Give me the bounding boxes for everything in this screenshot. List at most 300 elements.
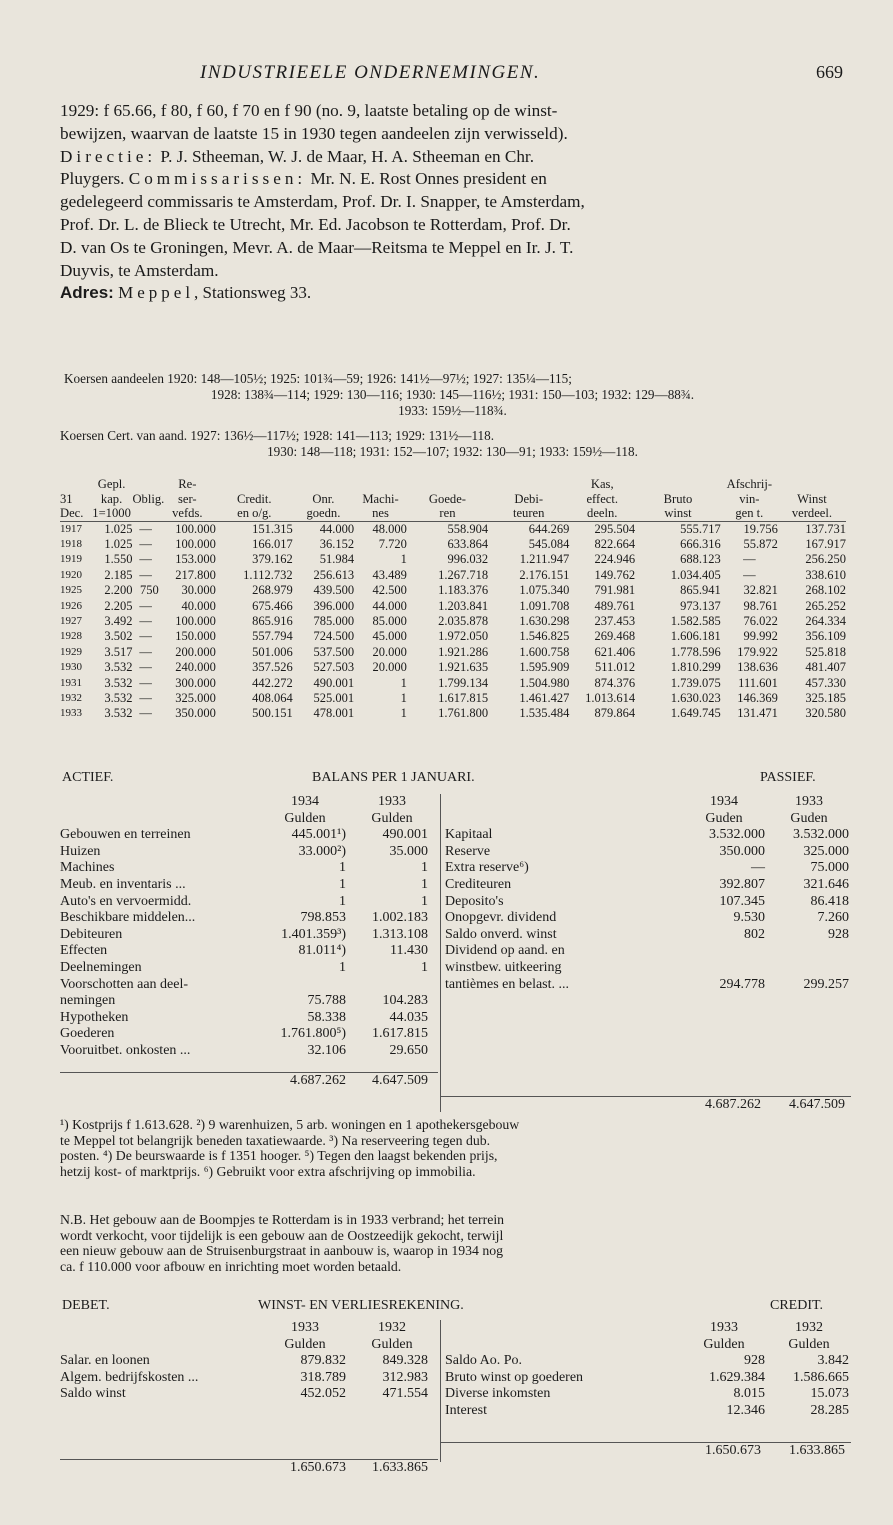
stats-header-cell: Bruto	[663, 491, 693, 506]
commissarissen-label: Commissarissen:	[128, 169, 307, 189]
ledger-label: Beschikbare middelen...	[60, 910, 196, 926]
ledger-row	[60, 977, 438, 994]
stats-header-cell: Gepl.	[97, 477, 126, 491]
ledger-label: Vooruitbet. onkosten ...	[60, 1042, 191, 1058]
stats-cell: —	[139, 567, 152, 582]
stats-row	[60, 660, 846, 675]
stats-cell: 179.922	[737, 644, 778, 659]
stats-cell: 537.500	[313, 644, 355, 659]
stats-cell: 338.610	[805, 567, 846, 582]
ledger-value: 3.532.000	[793, 827, 849, 843]
stats-cell: 20.000	[372, 644, 407, 659]
address-label: Adres:	[60, 283, 114, 303]
stats-cell: 356.109	[805, 629, 846, 644]
footnote-line: hetzij kost- of marktprijs. ⁶) Gebruikt voor extra afschrijving op immobilia.	[60, 1163, 476, 1179]
koersen-line: 1930: 148—118; 1931: 152—107; 1932: 130—91; 1933: 159½—118.	[267, 444, 638, 459]
unit-header: Gulden	[371, 1336, 413, 1352]
ledger-label: Saldo winst	[60, 1386, 126, 1402]
stats-cell: 325.000	[175, 690, 216, 705]
stats-cell: 44.000	[372, 598, 407, 613]
unit-header: Gulden	[284, 810, 326, 826]
stats-cell: 3.492	[104, 613, 133, 628]
page-number: 669	[816, 62, 843, 82]
ledger-value: 58.338	[307, 1009, 346, 1025]
stats-cell: 1930	[60, 661, 82, 674]
stats-cell: 19.756	[743, 521, 778, 536]
stats-cell: 3.517	[104, 644, 133, 659]
stats-cell: —	[139, 629, 152, 644]
actief-total-1934: 4.687.262	[290, 1072, 346, 1088]
stats-cell: 1.183.376	[438, 583, 489, 598]
stats-cell: 100.000	[175, 536, 216, 551]
stats-cell: 51.984	[319, 552, 355, 567]
stats-cell: 1	[400, 552, 407, 567]
ledger-label: Gebouwen en terreinen	[60, 827, 191, 843]
stats-cell: 111.601	[738, 675, 778, 690]
stats-header-cell	[132, 506, 158, 521]
ledger-row	[60, 1010, 438, 1027]
stats-cell: —	[139, 690, 152, 705]
footnote-line: te Meppel tot belangrijk beneden taxatiewaarde. ³) Na reserveering tegen dub.	[60, 1132, 491, 1148]
stats-cell: 320.580	[805, 706, 846, 721]
stats-cell: 1.617.815	[438, 690, 489, 705]
ledger-label: Voorschotten aan deel-	[60, 976, 189, 992]
ledger-value: 12.346	[726, 1402, 765, 1418]
ledger-label: Meub. en inventaris ...	[60, 876, 186, 892]
stats-cell: 1.606.181	[670, 629, 721, 644]
stats-cell: 1.267.718	[438, 567, 489, 582]
company-intro	[60, 100, 845, 305]
ledger-row	[60, 1386, 438, 1403]
stats-cell: 100.000	[175, 521, 216, 536]
ledger-label: Dividend op aand. en	[445, 943, 565, 959]
stats-cell: 1.550	[104, 552, 133, 567]
stats-cell: 1.761.800	[438, 706, 489, 721]
ledger-value: 392.807	[719, 876, 765, 892]
year-header: 1933	[378, 794, 406, 809]
stats-row	[60, 599, 846, 614]
stats-cell: 688.123	[680, 552, 721, 567]
stats-cell: 500.151	[252, 706, 293, 721]
ledger-row	[60, 827, 438, 844]
profit-loss-account	[60, 1298, 850, 1475]
ledger-value: 849.328	[382, 1353, 428, 1369]
ledger-label: Saldo onverd. winst	[445, 926, 557, 942]
stats-header-cell: vefds.	[172, 506, 203, 520]
ledger-label: Extra reserve⁶)	[445, 860, 529, 876]
stats-cell: 350.000	[175, 706, 216, 721]
stats-cell: 200.000	[175, 644, 216, 659]
credit-column	[440, 1320, 855, 1462]
ledger-value: 1	[421, 876, 428, 892]
debet-total-1932: 1.633.865	[372, 1459, 428, 1475]
ledger-row	[445, 844, 855, 861]
stats-cell: 501.006	[252, 644, 293, 659]
stats-cell: 1.739.075	[670, 675, 721, 690]
stats-cell: 1918	[60, 537, 82, 550]
ledger-row	[445, 960, 855, 977]
ledger-row	[445, 977, 855, 994]
stats-header-cell: Re-	[178, 477, 197, 491]
stats-cell: 1.091.708	[519, 598, 570, 613]
stats-cell: 268.102	[805, 583, 846, 598]
stats-cell: —	[743, 552, 756, 567]
ledger-row	[60, 1353, 438, 1370]
ledger-value: 86.418	[810, 893, 849, 909]
ledger-value: 452.052	[300, 1386, 346, 1402]
ledger-value: 44.035	[389, 1009, 428, 1025]
page-header	[0, 58, 893, 88]
stats-cell: 439.500	[313, 583, 355, 598]
stats-header-cell: ser-	[178, 491, 197, 506]
footnote-line: ¹) Kostprijs f 1.613.628. ²) 9 warenhuizen, 5 arb. woningen en 1 apothekersgebouw	[60, 1117, 520, 1132]
stats-cell: 1.921.286	[438, 644, 489, 659]
stats-cell: 785.000	[313, 613, 355, 628]
stats-cell: 879.864	[594, 706, 636, 721]
koersen-line: 1928: 138¾—114; 1929: 130—116; 1930: 145—116½; 1931: 150—103; 1932: 129—88¾.	[210, 387, 695, 402]
stats-header-cell: vin-	[739, 491, 760, 506]
stats-header-cell: Dec.	[60, 506, 84, 520]
ledger-value: 490.001	[382, 827, 428, 843]
year-header: 1933	[291, 1320, 319, 1335]
stats-cell: 45.000	[372, 629, 407, 644]
stats-cell: 149.762	[594, 567, 636, 582]
ledger-row	[445, 877, 855, 894]
passief-total-1934: 4.687.262	[705, 1097, 761, 1112]
ledger-value: 350.000	[719, 843, 765, 859]
ledger-label: Crediteuren	[445, 876, 512, 892]
stats-cell: 1.546.825	[519, 629, 570, 644]
stats-cell: 1.075.340	[519, 583, 570, 598]
year-header: 1933	[795, 794, 823, 809]
ledger-value: 928	[744, 1353, 765, 1369]
ledger-row	[445, 927, 855, 944]
stats-cell: 1.972.050	[438, 629, 489, 644]
stats-cell: 973.137	[680, 598, 721, 613]
stats-cell: 3.532	[104, 706, 133, 721]
ledger-value: 1	[339, 860, 346, 876]
stats-cell: 1.630.023	[670, 690, 721, 705]
stats-cell: 511.012	[595, 660, 636, 675]
stats-cell: 100.000	[175, 613, 216, 628]
stats-header-cell: Oblig.	[132, 491, 165, 506]
passief-label: PASSIEF.	[760, 770, 816, 785]
ledger-value: 802	[744, 926, 765, 942]
stats-cell: 1.649.745	[670, 706, 721, 721]
stats-header-cell: teuren	[512, 506, 545, 520]
ledger-value: 445.001¹)	[291, 827, 346, 843]
ledger-value: 32.106	[307, 1042, 346, 1058]
stats-header-cell: Kas,	[590, 477, 614, 491]
ledger-row	[60, 910, 438, 927]
ledger-label: Auto's en vervoermidd.	[60, 893, 192, 909]
credit-total-1932: 1.633.865	[789, 1443, 845, 1458]
ledger-value: 1.629.384	[709, 1369, 765, 1385]
ledger-value: 1	[339, 893, 346, 909]
ledger-value: 7.260	[817, 910, 849, 926]
ledger-value: 8.015	[733, 1386, 765, 1402]
stats-cell: 325.185	[805, 690, 846, 705]
nb-note	[60, 1212, 846, 1274]
ledger-row	[445, 860, 855, 877]
nb-line: ca. f 110.000 voor afbouw en inrichting moet worden betaald.	[60, 1258, 402, 1274]
stats-cell: 99.992	[743, 629, 778, 644]
stats-cell: 379.162	[252, 552, 293, 567]
stats-cell: 1.461.427	[519, 690, 570, 705]
stats-cell: 1917	[60, 522, 82, 535]
year-header: 1934	[291, 794, 319, 809]
stats-cell: 1.025	[104, 536, 133, 551]
stats-row	[60, 706, 846, 721]
stats-header-cell: nes	[372, 506, 389, 520]
ledger-label: Deposito's	[445, 893, 504, 909]
passief-total-1933: 4.647.509	[789, 1097, 845, 1112]
nb-line: een nieuw gebouw aan de Struisenburgstraat in aanbouw is, waarop in 1934 nog	[60, 1243, 504, 1258]
stats-header-cell	[488, 477, 569, 492]
stats-cell: 644.269	[528, 521, 570, 536]
ledger-value: 325.000	[803, 843, 849, 859]
balance-sheet	[60, 770, 850, 1112]
stats-cell: 1927	[60, 614, 82, 627]
ledger-row	[60, 993, 438, 1010]
ledger-row	[60, 1370, 438, 1387]
ledger-label: Goederen	[60, 1026, 115, 1042]
stats-cell: 675.466	[252, 598, 293, 613]
stats-cell: 1.013.614	[585, 690, 636, 705]
ledger-label: Interest	[445, 1402, 487, 1418]
stats-header-cell: Credit.	[236, 491, 272, 506]
stats-row	[60, 583, 846, 598]
stats-row	[60, 645, 846, 660]
actief-column	[60, 794, 438, 1089]
intro-line: 1929: f 65.66, f 80, f 60, f 70 en f 90 (no. 9, laatste betaling op de winst-	[60, 101, 558, 120]
debet-label: DEBET.	[62, 1298, 110, 1313]
stats-cell: 457.330	[805, 675, 846, 690]
stats-cell: 527.503	[313, 660, 355, 675]
directie-line	[60, 146, 845, 169]
debet-total-1933: 1.650.673	[290, 1459, 346, 1475]
stats-row	[60, 676, 846, 691]
stats-cell: 478.001	[313, 706, 355, 721]
stats-cell: —	[139, 675, 152, 690]
unit-header: Gulden	[703, 1336, 745, 1352]
stats-cell: 3.532	[104, 675, 133, 690]
stats-header-cell: Afschrij-	[726, 477, 773, 491]
stats-cell: 30.000	[181, 583, 216, 598]
stats-cell: 442.272	[252, 675, 293, 690]
address-street: , Stationsweg 33.	[194, 283, 312, 303]
stats-cell: 138.636	[737, 660, 778, 675]
stats-cell: —	[139, 613, 152, 628]
stats-cell: 3.532	[104, 690, 133, 705]
stats-header-cell: gen t.	[735, 506, 764, 520]
ledger-row	[445, 1370, 855, 1387]
stats-cell: 268.979	[252, 583, 293, 598]
ledger-value: —	[751, 860, 765, 876]
stats-cell: —	[139, 552, 152, 567]
nb-line: N.B. Het gebouw aan de Boompjes te Rotterdam is in 1933 verbrand; het terrein	[60, 1212, 505, 1227]
stats-cell: 153.000	[175, 552, 216, 567]
ledger-label: Onopgevr. dividend	[445, 910, 557, 926]
ledger-label: Kapitaal	[445, 827, 493, 843]
ledger-value: 11.430	[390, 943, 428, 959]
stats-header-cell: deeln.	[587, 506, 618, 520]
passief-column	[440, 794, 855, 1112]
stats-cell: 1.025	[104, 521, 133, 536]
stats-cell: 1.203.841	[438, 598, 489, 613]
stats-cell: 791.981	[594, 583, 636, 598]
ledger-value: 3.842	[817, 1353, 849, 1369]
stats-cell: 1.630.298	[519, 613, 570, 628]
ledger-row	[60, 927, 438, 944]
stats-cell: 44.000	[319, 521, 355, 536]
stats-header-cell	[132, 477, 158, 492]
ledger-value: 29.650	[389, 1042, 428, 1058]
ledger-label: nemingen	[60, 993, 116, 1009]
stats-cell: 131.471	[737, 706, 778, 721]
ledger-label: Salar. en loonen	[60, 1353, 150, 1369]
ledger-value: 28.285	[810, 1402, 849, 1418]
koersen-cert	[60, 428, 845, 460]
ledger-value: 1.401.359³)	[281, 926, 346, 942]
stats-row	[60, 521, 846, 537]
stats-cell: 40.000	[181, 598, 216, 613]
ledger-value: 471.554	[382, 1386, 428, 1402]
stats-cell: 1.582.585	[670, 613, 721, 628]
ledger-value: 1	[421, 893, 428, 909]
ledger-label: tantièmes en belast. ...	[445, 976, 570, 992]
stats-cell: 98.761	[743, 598, 778, 613]
ledger-label: Huizen	[60, 843, 101, 859]
unit-header: Guden	[790, 810, 828, 826]
stats-cell: 1925	[60, 584, 82, 597]
stats-cell: 1.600.758	[519, 644, 570, 659]
stats-cell: 2.035.878	[438, 613, 489, 628]
ledger-row	[60, 943, 438, 960]
stats-cell: 1931	[60, 676, 82, 689]
stats-header-cell	[293, 477, 354, 492]
ledger-value: 81.011⁴)	[298, 943, 346, 959]
intro-line: Prof. Dr. L. de Blieck te Utrecht, Mr. Ed. Jacobson te Rotterdam, Prof. Dr.	[60, 214, 571, 234]
stats-cell: 20.000	[372, 660, 407, 675]
stats-cell: 300.000	[175, 675, 216, 690]
ledger-row	[445, 943, 855, 960]
stats-header-cell: ren	[439, 506, 456, 520]
stats-header-cell: goedn.	[306, 506, 341, 520]
stats-cell: 1	[400, 706, 407, 721]
ledger-value: 9.530	[733, 910, 765, 926]
ledger-label: Debiteuren	[60, 926, 123, 942]
stats-header-cell: Machi-	[362, 491, 399, 506]
ledger-value: 35.000	[389, 843, 428, 859]
stats-header-cell: kap.	[100, 491, 123, 506]
stats-row	[60, 629, 846, 644]
stats-cell: 408.064	[252, 690, 293, 705]
ledger-label: Reserve	[445, 843, 491, 859]
stats-cell: 217.800	[175, 567, 216, 582]
koersen-line: 1933: 159½—118¾.	[398, 403, 507, 418]
address-line	[60, 282, 845, 305]
stats-cell: 1.799.134	[438, 675, 489, 690]
footnote-line: posten. ⁴) De beurswaarde is f 1351 hooger. ⁵) Tegen den laagst bekenden prijs,	[60, 1148, 498, 1163]
year-header: 1933	[710, 1320, 738, 1335]
stats-cell: 32.821	[743, 583, 778, 598]
ledger-label: Effecten	[60, 943, 108, 959]
ledger-label: Machines	[60, 860, 115, 876]
ledger-value: 1.002.183	[372, 910, 428, 926]
ledger-value: 318.789	[300, 1369, 346, 1385]
stats-cell: 1.921.635	[438, 660, 489, 675]
stats-cell: 146.369	[737, 690, 778, 705]
ledger-value: 107.345	[719, 893, 765, 909]
stats-cell: 1932	[60, 691, 82, 704]
stats-cell: 1	[400, 675, 407, 690]
stats-cell: 1.778.596	[670, 644, 721, 659]
year-header: 1934	[710, 794, 738, 809]
ledger-value: 1.586.665	[793, 1369, 849, 1385]
stats-cell: 137.731	[805, 521, 846, 536]
stats-cell: 1.034.405	[670, 567, 721, 582]
koersen-aandeelen	[60, 371, 845, 419]
stats-cell: 545.084	[528, 536, 570, 551]
ledger-row	[60, 844, 438, 861]
stats-cell: 822.664	[594, 536, 636, 551]
credit-label: CREDIT.	[770, 1298, 824, 1313]
stats-header-cell: verdeel.	[791, 506, 833, 520]
unit-header: Gulden	[284, 1336, 326, 1352]
stats-cell: 1	[400, 690, 407, 705]
stats-header-cell: en o/g.	[237, 506, 272, 520]
ledger-value: 312.983	[382, 1369, 428, 1385]
ledger-label: Diverse inkomsten	[445, 1386, 551, 1402]
unit-header: Gulden	[371, 810, 413, 826]
ledger-row	[445, 827, 855, 844]
stats-cell: 525.001	[313, 690, 355, 705]
stats-cell: 269.468	[594, 629, 636, 644]
debet-column	[60, 1320, 438, 1477]
intro-text: Pluygers.	[60, 169, 129, 189]
stats-cell: 167.917	[805, 536, 846, 551]
stats-header-row	[60, 492, 846, 507]
stats-cell: 1919	[60, 553, 82, 566]
stats-cell: 1.211.947	[519, 552, 570, 567]
stats-cell: 874.376	[594, 675, 636, 690]
stats-header-cell	[216, 477, 293, 492]
stats-cell: 3.502	[104, 629, 133, 644]
directie-label: Directie:	[60, 146, 157, 166]
actief-total-1933: 4.647.509	[372, 1072, 428, 1088]
actief-label: ACTIEF.	[62, 770, 114, 785]
ledger-row	[445, 1403, 855, 1420]
stats-cell: 166.017	[252, 536, 293, 551]
stats-header-cell	[635, 477, 721, 492]
intro-text: Mr. N. E. Rost Onnes president en	[306, 169, 547, 189]
intro-line: Duyvis, te Amsterdam.	[60, 260, 219, 280]
year-header: 1932	[378, 1320, 406, 1335]
stats-cell: 666.316	[680, 536, 721, 551]
stats-cell: —	[139, 536, 152, 551]
unit-header: Guden	[705, 810, 743, 826]
ledger-label: Algem. bedrijfskosten ...	[60, 1369, 199, 1385]
ledger-label: Deelnemingen	[60, 959, 142, 975]
stats-cell: 43.489	[372, 567, 407, 582]
stats-cell: 1.810.299	[670, 660, 721, 675]
stats-cell: 1926	[60, 599, 82, 612]
ledger-value: 1	[421, 959, 428, 975]
stats-header-cell	[778, 477, 846, 492]
ledger-row	[60, 1043, 438, 1060]
stats-cell: 865.916	[252, 613, 293, 628]
